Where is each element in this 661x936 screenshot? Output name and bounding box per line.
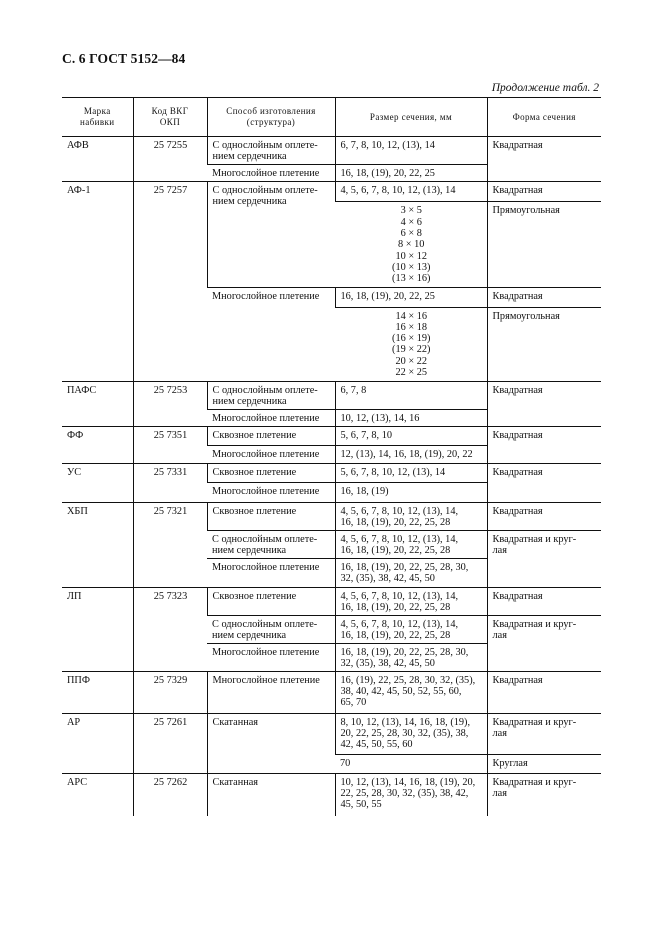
- size-cell: 4, 5, 6, 7, 8, 10, 12, (13), 14, 16, 18, (19), 20, 22, 25, 28: [335, 587, 487, 615]
- shape-cell: Квадратная: [487, 587, 601, 615]
- shape-cell: Квадратная: [487, 381, 601, 426]
- shape-cell: Квадратная и круг- лая: [487, 531, 601, 587]
- method-cell: Многослойное плетение: [207, 482, 335, 502]
- page-title: С. 6 ГОСТ 5152—84: [62, 51, 186, 66]
- shape-cell: Квадратная: [487, 672, 601, 714]
- col-header-mark: Марка набивки: [62, 98, 133, 137]
- method-cell: Многослойное плетение: [207, 165, 335, 182]
- method-cell: Сквозное плетение: [207, 502, 335, 530]
- table-row: [62, 426, 601, 445]
- col-header-shape: Форма сечения: [487, 98, 601, 137]
- method-cell: С однослойным оплете- нием сердечника: [207, 381, 335, 409]
- shape-cell: Квадратная: [487, 182, 601, 202]
- size-cell: 10, 12, (13), 14, 16, 18, (19), 20, 22, 25, 28, 30, 32, (35), 38, 42, 45, 50, 55: [335, 774, 487, 816]
- size-cell: 6, 7, 8: [335, 381, 487, 409]
- mark-cell: УС: [62, 463, 133, 502]
- mark-cell: АФ-1: [62, 182, 133, 381]
- method-cell: Многослойное плетение: [207, 559, 335, 587]
- size-cell: 16, 18, (19), 20, 22, 25: [335, 287, 487, 307]
- mark-cell: ХБП: [62, 502, 133, 587]
- table-row: [62, 381, 601, 409]
- method-cell: Сквозное плетение: [207, 587, 335, 615]
- code-cell: 25 7323: [133, 587, 207, 672]
- size-cell: 16, 18, (19), 20, 22, 25: [335, 165, 487, 182]
- size-cell: 14 × 16 16 × 18 (16 × 19) (19 × 22) 20 × 22 22 × 25: [335, 307, 487, 381]
- size-cell: 6, 7, 8, 10, 12, (13), 14: [335, 137, 487, 165]
- shape-cell: Квадратная: [487, 502, 601, 530]
- code-cell: 25 7329: [133, 672, 207, 714]
- size-cell: 4, 5, 6, 7, 8, 10, 12, (13), 14: [335, 182, 487, 202]
- shape-cell: Квадратная: [487, 463, 601, 502]
- method-cell: Сквозное плетение: [207, 463, 335, 482]
- method-cell: Скатанная: [207, 714, 335, 774]
- packing-table: [62, 97, 601, 816]
- size-cell: 4, 5, 6, 7, 8, 10, 12, (13), 14, 16, 18, (19), 20, 22, 25, 28: [335, 615, 487, 643]
- mark-cell: АФВ: [67, 140, 89, 151]
- shape-cell: Квадратная: [487, 426, 601, 463]
- mark-cell: АРС: [62, 774, 133, 816]
- method-cell: С однослойным оплете- нием сердечника: [207, 615, 335, 643]
- method-cell: Многослойное плетение: [207, 287, 335, 381]
- table-continuation-label: Продолжение табл. 2: [491, 82, 599, 94]
- shape-cell: Прямоугольная: [487, 307, 601, 381]
- method-cell: С однослойным оплете- нием сердечника: [207, 137, 335, 165]
- size-cell: 16, 18, (19), 20, 22, 25, 28, 30, 32, (35), 38, 42, 45, 50: [335, 643, 487, 671]
- table-row: [62, 502, 601, 530]
- table-row: [62, 587, 601, 615]
- code-cell: 25 7257: [133, 182, 207, 381]
- size-cell: 12, (13), 14, 16, 18, (19), 20, 22: [335, 445, 487, 463]
- table-row: [62, 182, 601, 202]
- code-cell: 25 7321: [133, 502, 207, 587]
- code-cell: 25 7331: [133, 463, 207, 502]
- shape-cell: Квадратная и круг- лая: [487, 615, 601, 671]
- table-row: [62, 774, 601, 816]
- table-row: [62, 137, 601, 165]
- shape-cell: Квадратная: [487, 287, 601, 307]
- mark-cell: ФФ: [62, 426, 133, 463]
- size-cell: 16, 18, (19), 20, 22, 25, 28, 30, 32, (35), 38, 42, 45, 50: [335, 559, 487, 587]
- col-header-size: Размер сечения, мм: [335, 98, 487, 137]
- method-cell: Сквозное плетение: [207, 426, 335, 445]
- table-row: [62, 463, 601, 482]
- size-cell: 5, 6, 7, 8, 10, 12, (13), 14: [335, 463, 487, 482]
- size-cell: 4, 5, 6, 7, 8, 10, 12, (13), 14, 16, 18, (19), 20, 22, 25, 28: [335, 531, 487, 559]
- method-cell: Многослойное плетение: [207, 409, 335, 426]
- mark-cell: ППФ: [62, 672, 133, 714]
- shape-cell: Квадратная и круг- лая: [487, 774, 601, 816]
- shape-cell: Круглая: [487, 755, 601, 774]
- size-cell: 70: [335, 755, 487, 774]
- table-header-row: [62, 98, 601, 137]
- table-row: [62, 672, 601, 714]
- table-row: [62, 714, 601, 755]
- method-cell: С однослойным оплете- нием сердечника: [207, 182, 335, 287]
- size-cell: 8, 10, 12, (13), 14, 16, 18, (19), 20, 22, 25, 28, 30, 32, (35), 38, 42, 45, 50, 55, 60: [335, 714, 487, 755]
- size-cell: 10, 12, (13), 14, 16: [335, 409, 487, 426]
- size-cell: 4, 5, 6, 7, 8, 10, 12, (13), 14, 16, 18, (19), 20, 22, 25, 28: [335, 502, 487, 530]
- method-cell: Многослойное плетение: [207, 445, 335, 463]
- size-cell: 3 × 5 4 × 6 6 × 8 8 × 10 10 × 12 (10 × 13) (13 × 16): [335, 202, 487, 287]
- shape-cell: Прямоугольная: [487, 202, 601, 287]
- shape-cell: Квадратная и круг- лая: [487, 714, 601, 755]
- mark-cell: ЛП: [62, 587, 133, 672]
- mark-cell: ПАФС: [62, 381, 133, 426]
- code-cell: 25 7255: [133, 137, 207, 182]
- size-cell: 16, 18, (19): [335, 482, 487, 502]
- method-cell: Скатанная: [207, 774, 335, 816]
- size-cell: 5, 6, 7, 8, 10: [335, 426, 487, 445]
- method-cell: Многослойное плетение: [207, 672, 335, 714]
- col-header-method: Способ изготовления (структура): [207, 98, 335, 137]
- method-cell: Многослойное плетение: [207, 643, 335, 671]
- method-cell: С однослойным оплете- нием сердечника: [207, 531, 335, 559]
- col-header-code: Код ВКГ ОКП: [133, 98, 207, 137]
- code-cell: 25 7262: [133, 774, 207, 816]
- size-cell: 16, (19), 22, 25, 28, 30, 32, (35), 38, 40, 42, 45, 50, 52, 55, 60, 65, 70: [335, 672, 487, 714]
- code-cell: 25 7261: [133, 714, 207, 774]
- mark-cell: АР: [62, 714, 133, 774]
- code-cell: 25 7253: [133, 381, 207, 426]
- shape-cell: Квадратная: [487, 137, 601, 182]
- code-cell: 25 7351: [133, 426, 207, 463]
